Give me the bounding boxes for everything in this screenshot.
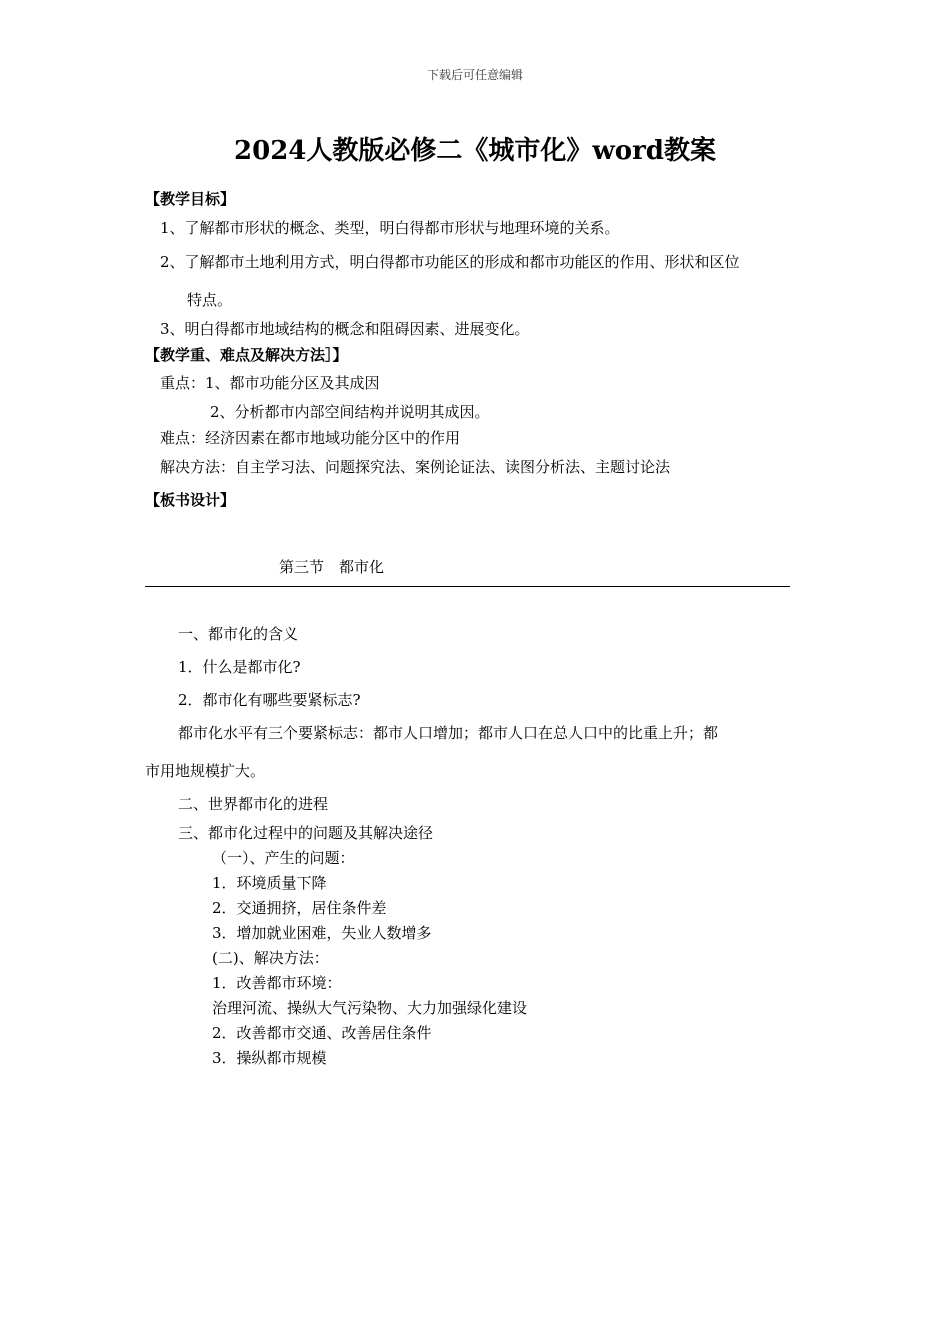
objectives-heading: 【教学目标】 (145, 190, 236, 208)
board-line: 都市化水平有三个要紧标志：都市人口增加；都市人口在总人口中的比重上升；都 (178, 724, 719, 742)
board-line: 1．改善都市环境： (212, 974, 342, 992)
board-design-heading: 【板书设计】 (145, 491, 236, 509)
board-line: （一）、产生的问题： (212, 849, 355, 867)
board-line: 2．改善都市交通、改善居住条件 (212, 1024, 432, 1042)
board-line: 二、世界都市化的进程 (178, 795, 329, 813)
board-line: 3．操纵都市规模 (212, 1049, 327, 1067)
board-line: 2．交通拥挤，居住条件差 (212, 899, 387, 917)
board-line: 市用地规模扩大。 (145, 762, 266, 780)
board-line: (二)、解决方法： (212, 949, 329, 967)
board-line: 一、都市化的含义 (178, 625, 299, 643)
board-line: 1．环境质量下降 (212, 874, 327, 892)
objective-item: 1、了解都市形状的概念、类型，明白得都市形状与地理环境的关系。 (160, 219, 620, 237)
difficulty-point: 难点：经济因素在都市地域功能分区中的作用 (160, 429, 461, 447)
objective-item-continuation: 特点。 (187, 291, 233, 309)
page-header-note: 下载后可任意编辑 (426, 68, 523, 82)
board-line: 3．增加就业困难，失业人数增多 (212, 924, 432, 942)
focus-point-2: 2、分析都市内部空间结构并说明其成因。 (210, 403, 490, 421)
board-line: 1．什么是都市化? (178, 658, 301, 676)
key-points-heading: 【教学重、难点及解决方法］】 (145, 346, 348, 364)
board-line: 三、都市化过程中的问题及其解决途径 (178, 824, 434, 842)
objective-item: 3、明白得都市地域结构的概念和阻碍因素、进展变化。 (160, 320, 530, 338)
board-line: 治理河流、操纵大气污染物、大力加强绿化建设 (212, 999, 528, 1017)
section-title: 第三节 都市化 (279, 558, 385, 576)
board-line: 2．都市化有哪些要紧标志? (178, 691, 361, 709)
methods-text: 解决方法：自主学习法、问题探究法、案例论证法、读图分析法、主题讨论法 (160, 458, 671, 476)
section-divider (145, 586, 790, 587)
document-title: 2024人教版必修二《城市化》word教案 (234, 136, 716, 166)
focus-point-1: 重点：1、都市功能分区及其成因 (160, 374, 380, 392)
objective-item: 2、了解都市土地利用方式，明白得都市功能区的形成和都市功能区的作用、形状和区位 (160, 253, 740, 271)
